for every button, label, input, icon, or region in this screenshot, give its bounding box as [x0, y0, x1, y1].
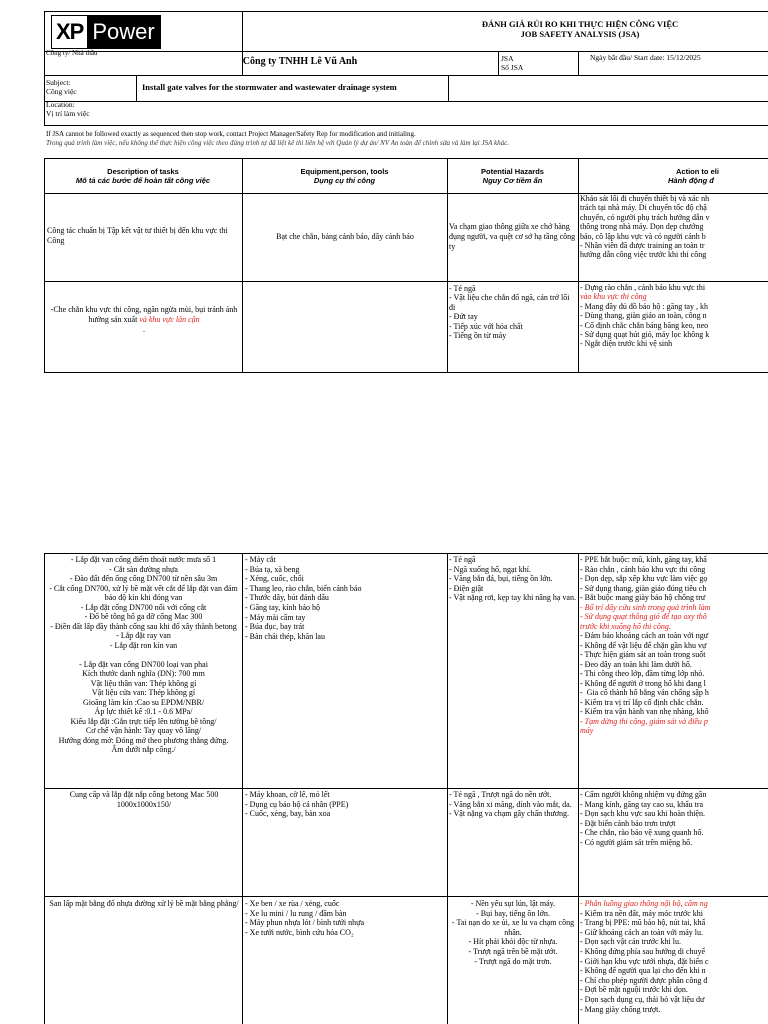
- row2-task: [48, 305, 240, 335]
- col-header-hazards-vn: Nguy Cơ tiềm ẩn: [482, 176, 543, 185]
- row3-actions-red: - Bố trí dây cứu sinh trong quá trình làm - Sử dụng quạt thông gió để tạo oxy thô trước khi xuống hố thi công.: [580, 602, 711, 631]
- row1-equipment: Bạt che chắn, bảng cảnh báo, dây cảnh báo: [276, 232, 414, 241]
- subject-value: Install gate valves for the stormwater and wastewater drainage system: [142, 82, 397, 92]
- col-header-tasks-vn: Mô tả các bước để hoàn tất công việc: [75, 176, 211, 185]
- row3-actions: [580, 555, 768, 736]
- row3-equipment: - Máy cắt - Búa tạ, xà beng - Xẻng, cuốc, chổi - Thang leo, rào chắn, biển cảnh báo - Thước dây, bút đánh dấu - Găng tay, kính bảo hộ - Máy mài cầm tay - Búa đục, bay trát - Bàn chải thép, khăn lau: [245, 555, 362, 641]
- row2-actions-red: vào khu vực thi công: [580, 292, 647, 302]
- row4-equipment: - Máy khoan, cờ lê, mỏ lết - Dụng cụ bảo hộ cá nhân (PPE) - Cuốc, xẻng, bay, bàn xoa: [245, 790, 349, 819]
- row2-hazards: - Té ngã - Vật liệu che chắn đổ ngã, cản trở lối đi - Đứt tay - Tiếp xúc với hóa chất - Tiếng ồn từ máy: [449, 284, 570, 341]
- row1-actions: Khảo sát lối đi chuyển thiết bị và xác nh trách tại nhà máy. Di chuyển tốc độ chậ chuyển, có người phụ trách hướng dẫn v thông trong nhà máy. Dọn dẹp chướng báo, cô lập khu vực và có người cảnh b - Nhân viên đã được training an toàn tr hướng dẫn công việc trước khi thi công: [580, 194, 710, 260]
- row2-task-tail: .: [143, 325, 145, 334]
- stop-work-note-vn: Trong quá trình làm việc, nếu không thể thực hiện công việc theo đúng trình tự đã liệt kê thì liên hệ với Quản lý dự án/ NV An toàn để chỉnh sửa và làm lại JSA khác.: [46, 139, 509, 147]
- location-label: Location: Vị trí làm việc: [46, 100, 90, 118]
- row3-task: - Lắp đặt van cổng điểm thoát nước mưa số 1 - Cắt sàn đường nhựa - Đào đất đến ống cống DN700 từ nền sâu 3m - Cắt cống DN700, xử lý bề mặt vết cắt để lắp đặt van đảm bảo độ kín khi đóng van - Lắp đặt cống DN700 nối với cống cắt - Đổ bê tông hố ga đỡ cống Mac 300 - Điền đất lấp đầy thành cống sau khi đổ xây thành betong - Lắp đặt ray van - Lắp đặt ron kín van - Lắp đặt van cống DN700 loại van phai Kích thước danh nghĩa (DN): 700 mm Vật liệu thân van: Thép không gỉ Vật liệu cửa van: Thép không gỉ Gioăng làm kín :Cao su EPDM/NBR/ Áp lực thiết kế :0.1 - 0.6 MPa/ Kiểu lắp đặt :Gắn trực tiếp lên tường bê tông/ Cơ chế vận hành: Tay quay vô lăng/ Hướng đóng mở: Đóng mở theo phương thẳng đứng. Âm dưới nắp cống./: [49, 555, 238, 754]
- title-en: JOB SAFETY ANALYSIS (JSA): [520, 29, 640, 39]
- col-header-equipment-vn: Dụng cụ thi công: [313, 176, 376, 185]
- row5-actions-2: - Kiểm tra nền đất, máy móc trước khi - Trang bị PPE: mũ bảo hộ, nút tai, khẩ - Giữ khoảng cách an toàn với máy lu. - Dọn sạch vật cản trước khi lu. - Không đứng phía sau hướng di chuyể - Giới hạn khu vực tưới nhựa, đặt biển c - Không để người qua lại cho đến khi n - Chỉ cho phép người được phân công đ - Đợi bề mặt nguội trước khi dọn. - Dọn sạch dụng cụ, thải bỏ vật liệu dư - Mang giày chống trượt.: [580, 908, 709, 1014]
- stop-work-note-en: If JSA cannot be followed exactly as sequenced then stop work, contact Project Manager/Safety Rep for modification and initialing.: [46, 130, 416, 138]
- col-header-equipment-en: Equipment,person, tools: [300, 167, 389, 176]
- row5-equipment: - Xe ben / xe rùa / xẻng, cuốc - Xe lu mini / lu rung / đầm bàn - Máy phun nhựa lót / bình tưới nhựa - Xe tưới nước, bình cứu hỏa CO₂: [245, 899, 365, 937]
- col-header-tasks-en: Description of tasks: [107, 167, 179, 176]
- jsa-label: JSA: [501, 54, 514, 63]
- col-header-hazards-en: Potential Hazards: [481, 167, 544, 176]
- contractor-label: Công ty/ Nhà thầu: [46, 49, 98, 57]
- row4-actions: - Cấm người không nhiệm vụ đứng gần - Mang kính, găng tay cao su, khẩu tra - Dọn sạch khu vực sau khi hoàn thiện. - Đặt biển cảnh báo trơn trượt - Che chắn, rào báo vệ xung quanh hố. - Có người giám sát trên miệng hố.: [580, 790, 707, 847]
- start-date: Ngày bắt đầu/ Start date: 15/12/2025: [590, 53, 701, 62]
- row2-actions-1: - Dựng rào chắn , cảnh báo khu vực thi: [580, 283, 706, 292]
- contractor-value: Công ty TNHH Lê Vũ Anh: [242, 56, 358, 67]
- jsa-number-label: Số JSA: [501, 63, 524, 72]
- col-header-actions-en: Action to eli: [676, 167, 719, 176]
- row5-task: San lấp mặt bằng đổ nhựa đường xử lý bề mặt bằng phẳng/: [49, 899, 239, 908]
- logo-xp: XP: [52, 16, 87, 48]
- col-header-actions-vn: Hành động đ: [668, 176, 714, 185]
- row5-actions: [580, 899, 768, 1014]
- row3-actions-red2: - Tạm dừng thi công, giám sát và điều p máy: [580, 716, 708, 735]
- row2-task-red: và khu vực lân cận: [139, 315, 200, 324]
- row4-hazards: - Té ngã , Trượt ngã do nền ướt. - Văng bắn xi măng, dính vào mắt, da. - Vật nặng va chạm gây chấn thương.: [449, 790, 572, 819]
- row2-actions-2: - Mang đầy đủ đồ bảo hộ : găng tay , kh - Dùng thang, giàn giáo an toàn, công n - Cố định chắc chắn bảng băng keo, neo - Sử dụng quạt hút gió, máy lọc không k - Ngắt điện trước khi vệ sinh: [580, 301, 710, 349]
- row5-hazards: - Nền yếu sụt lún, lật máy. - Bụi bay, tiếng ồn lớn. - Tai nạn do xe ủi, xe lu va chạm công nhân. - Hít phải khói độc từ nhựa. - Trượt ngã trên bề mặt ướt. - Trượt ngã do mặt trơn.: [451, 899, 575, 966]
- xp-power-logo: [51, 15, 161, 49]
- subject-label: Subject: Công việc: [46, 78, 77, 96]
- logo-power: Power: [87, 16, 159, 48]
- row1-hazards: Va chạm giao thông giữa xe chở hàng đụng người, va quệt cơ sở hạ tầng công ty: [449, 222, 576, 251]
- title-vn: ĐÁNH GIÁ RỦI RO KHI THỰC HIỆN CÔNG VIỆC: [481, 19, 679, 29]
- row1-task: Công tác chuẩn bị Tập kết vật tư thiết bị đến khu vực thi Công: [47, 226, 228, 245]
- row4-task: Cung cấp và lắp đặt nắp cống betong Mac 500 1000x1000x150/: [69, 790, 219, 809]
- row5-actions-red: - Phân luồng giao thông nội bộ, cấm ng: [580, 899, 708, 908]
- row2-task-text: -Che chắn khu vực thi công, ngăn ngừa mùi, bụi tránh ảnh hưởng sản xuất: [50, 305, 238, 324]
- row3-actions-1: - PPE bắt buộc: mũ, kính, găng tay, khẩ - Rào chắn , cảnh báo khu vực thi công - Dọn dẹp, sắp xếp khu vực làm việc gọ - Sử dụng thang, giàn giáo đúng tiêu ch - Bắt buộc mang giày bảo hộ chống trư: [580, 555, 708, 602]
- row3-hazards: - Té ngã - Ngã xuống hố, ngạt khí. - Văng bắn đá, bụi, tiếng ồn lớn. - Điện giật - Vật nặng rơi, kẹp tay khi nâng hạ van.: [449, 555, 576, 603]
- row2-actions: [580, 283, 768, 349]
- row3-actions-2: - Đảm bảo khoảng cách an toàn với ngư - Không để vật liệu để chặn gần khu vự - Thực hiện giám sát an toàn trong suốt - Đeo dây an toàn khi làm dưới hố. - Thi công theo lớp, đầm từng lớp nhỏ. - Không để người ở trong hố khi đang l - Gia cố thành hố bằng ván chống sập h - Kiểm tra vị trí lắp cố định chắc chắn. - Kiểm tra vận hành van nhẹ nhàng, khô: [580, 631, 709, 716]
